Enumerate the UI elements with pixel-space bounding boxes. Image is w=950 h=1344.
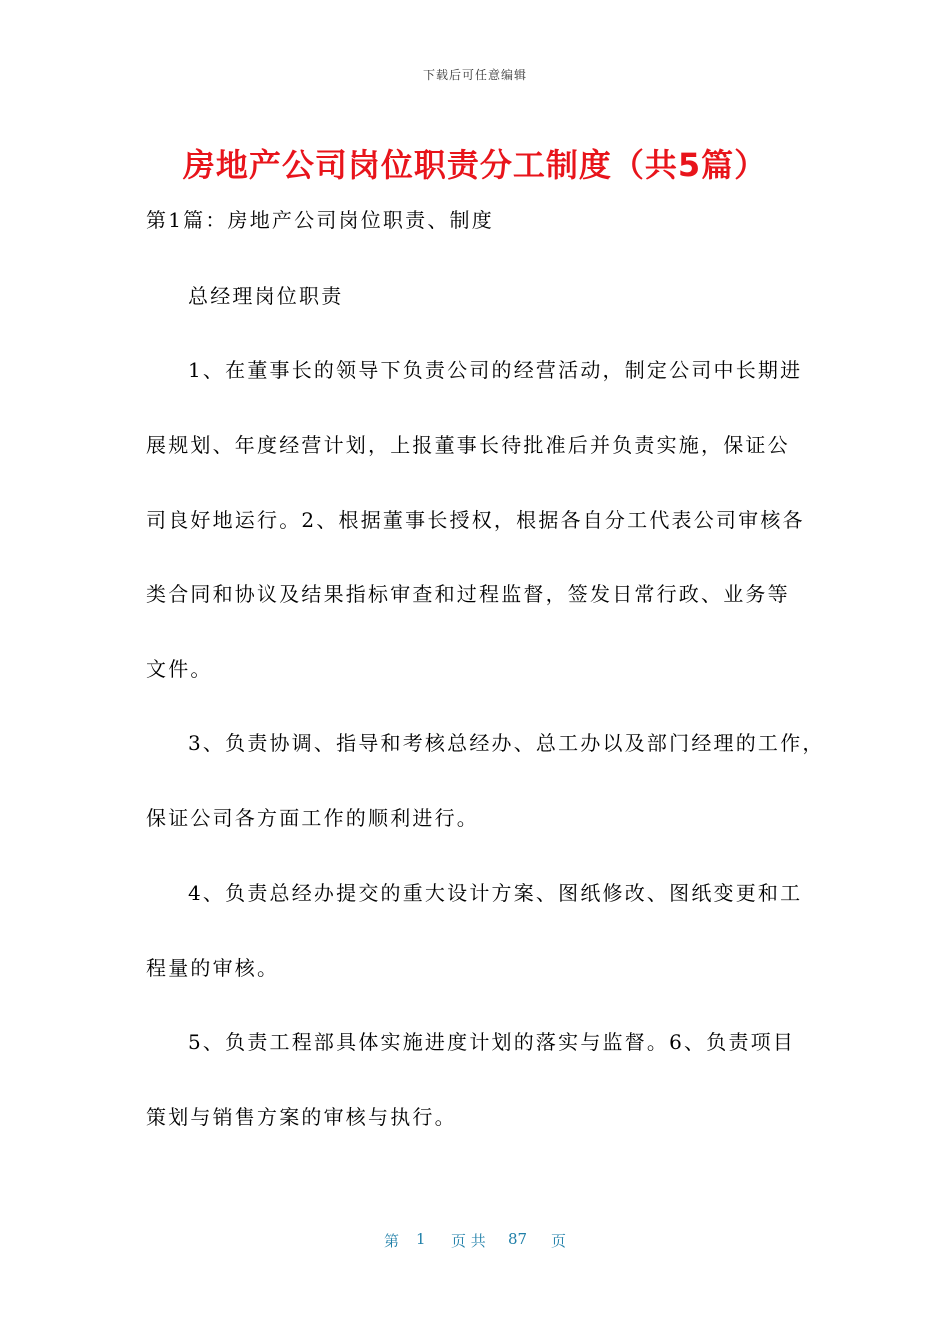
- paragraph-line: 3、负责协调、指导和考核总经办、总工办以及部门经理的工作，: [188, 731, 825, 755]
- paragraph-line: 司良好地运行。2、根据董事长授权，根据各自分工代表公司审核各: [146, 508, 805, 532]
- paragraph-line: 1、在董事长的领导下负责公司的经营活动，制定公司中长期进: [188, 358, 803, 382]
- footer-ye-gong: 页 共: [451, 1232, 486, 1250]
- paragraph-line: 文件。: [146, 657, 213, 681]
- paragraph-line: 保证公司各方面工作的顺利进行。: [146, 806, 479, 830]
- page-footer: [0, 1230, 950, 1250]
- paragraph-line: 程量的审核。: [146, 956, 280, 980]
- document-title: 房地产公司岗位职责分工制度（共5篇）: [182, 146, 768, 184]
- header-note: 下载后可任意编辑: [422, 68, 527, 82]
- footer-total-pages: 87: [508, 1230, 528, 1248]
- paragraph-line: 5、负责工程部具体实施进度计划的落实与监督。6、负责项目: [188, 1030, 796, 1054]
- paragraph-line: 展规划、年度经营计划，上报董事长待批准后并负责实施，保证公: [146, 433, 790, 457]
- paragraph-line: 4、负责总经办提交的重大设计方案、图纸修改、图纸变更和工: [188, 881, 803, 905]
- footer-page-number: 1: [416, 1230, 426, 1248]
- footer-di: 第: [384, 1232, 400, 1250]
- footer-ye: 页: [551, 1232, 567, 1250]
- subheading: 总经理岗位职责: [188, 284, 344, 308]
- paragraph-line: 策划与销售方案的审核与执行。: [146, 1105, 457, 1129]
- section-heading: 第1篇：房地产公司岗位职责、制度: [146, 208, 494, 232]
- paragraph-line: 类合同和协议及结果指标审查和过程监督，签发日常行政、业务等: [146, 582, 790, 606]
